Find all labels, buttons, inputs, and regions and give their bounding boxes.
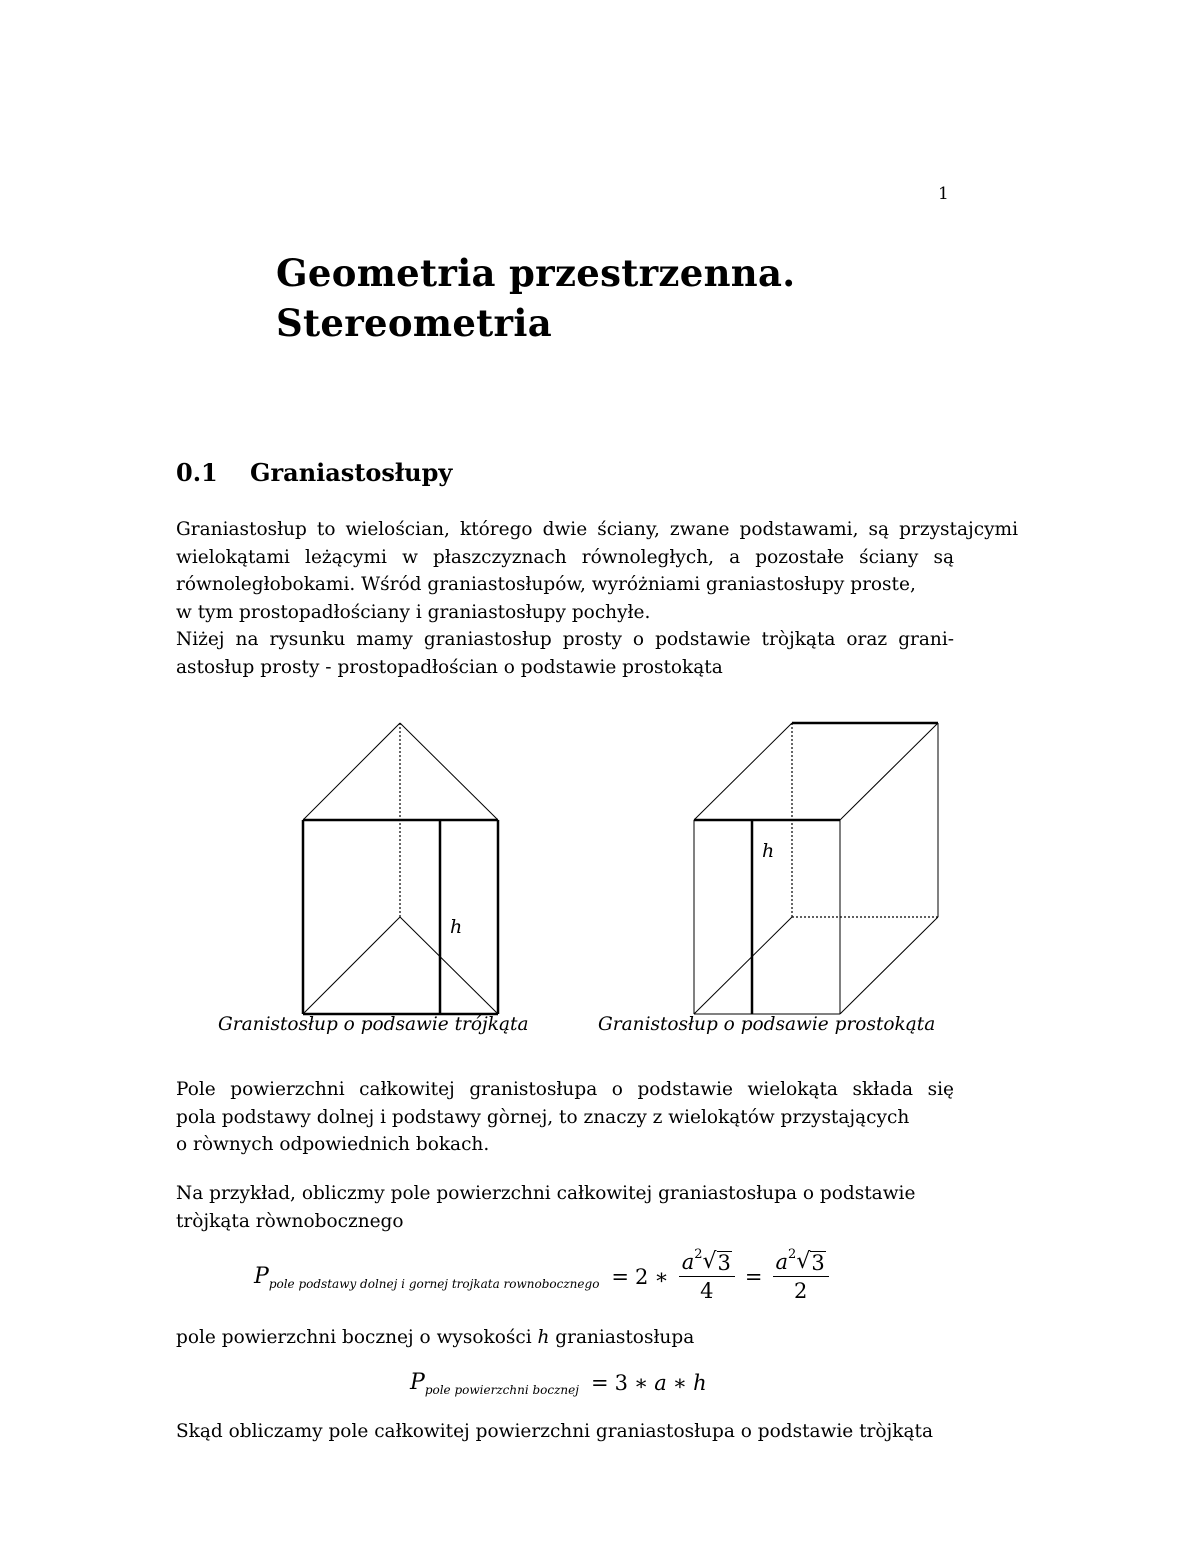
formula-equals: =	[611, 1264, 630, 1289]
cub-bottom-right	[840, 917, 938, 1014]
tri-hidden-right	[400, 917, 498, 1014]
formula-coefficient: 3	[614, 1370, 628, 1395]
formula-subscript: pole podstawy dolnej i gornej trojkata rownobocznego	[268, 1276, 600, 1291]
example-line: Na przykład, obliczmy pole powierzchni całkowitej graniastosłupa o podstawie	[176, 1183, 916, 1204]
surface-area-line: pola podstawy dolnej i podstawy gòrnej, to znaczy z wielokątów przystających	[176, 1106, 910, 1128]
lateral-var-h: h	[537, 1327, 550, 1348]
formula-times-2: ∗	[672, 1370, 688, 1395]
cub-top-left	[694, 723, 792, 820]
surface-area-paragraph	[176, 1076, 954, 1159]
radicand: 3	[717, 1250, 731, 1275]
example-paragraph	[176, 1180, 954, 1235]
caption-triangular-prism: Granistosłup o podsawie trójkąta	[218, 1014, 529, 1035]
intro-line: w tym prostopadłościany i graniastosłupy pochyłe.	[176, 601, 651, 623]
formula-times: ∗	[633, 1370, 649, 1395]
var-h: h	[693, 1370, 707, 1395]
var-a: a	[775, 1250, 789, 1274]
height-label-right: h	[762, 840, 775, 862]
lateral-area-paragraph	[176, 1324, 1018, 1352]
triangular-prism-figure	[303, 723, 498, 1014]
height-label-left: h	[450, 916, 463, 938]
caption-cuboid: Granistosłup o podsawie prostokąta	[598, 1014, 936, 1035]
formula-lateral-area	[410, 1370, 707, 1395]
lateral-text-before: pole powierzchni bocznej o wysokości	[176, 1327, 538, 1348]
section-number: 0.1	[176, 458, 218, 487]
radical-sign: √	[702, 1248, 717, 1274]
square-root	[796, 1248, 825, 1275]
final-paragraph	[176, 1418, 1018, 1446]
fraction-half	[773, 1246, 829, 1303]
exponent: 2	[694, 1246, 703, 1262]
radicand: 3	[811, 1250, 825, 1275]
formula-base-area	[254, 1246, 833, 1303]
fraction-denominator: 4	[700, 1279, 714, 1303]
fraction-denominator: 2	[793, 1279, 808, 1303]
formula-equals-2: =	[744, 1264, 763, 1289]
intro-line: Niżej na rysunku mamy graniastosłup prosty o podstawie tròjkąta oraz grani-	[176, 629, 954, 650]
lateral-text-after: graniastosłupa	[549, 1327, 695, 1348]
radical-sign: √	[796, 1248, 811, 1274]
tri-apex-left	[303, 723, 400, 820]
final-line: Skąd obliczamy pole całkowitej powierzchni graniastosłupa o podstawie tròjkąta	[176, 1421, 933, 1442]
surface-area-line: o ròwnych odpowiednich bokach.	[176, 1134, 490, 1155]
chapter-title-line-2: Stereometria	[276, 301, 552, 345]
intro-line: wielokątami leżącymi w płaszczyznach równoległych, a pozostałe ściany są	[176, 546, 954, 568]
formula-subscript: pole powierzchni bocznej	[424, 1382, 579, 1397]
cuboid-figure	[694, 723, 938, 1014]
fraction-numerator	[773, 1246, 829, 1277]
fraction-numerator	[679, 1246, 735, 1277]
formula-times: ∗	[654, 1264, 669, 1289]
formula-equals: =	[590, 1370, 609, 1395]
fraction-quarter	[679, 1246, 735, 1303]
chapter-title-line-1: Geometria przestrzenna.	[276, 251, 796, 295]
intro-line: równoległobokami. Wśród graniastosłupów, wyróżniami graniastosłupy proste,	[176, 574, 916, 595]
formula-symbol: P	[410, 1370, 425, 1395]
intro-line: astosłup prosty - prostopadłościan o podstawie prostokąta	[176, 656, 723, 678]
var-a: a	[681, 1250, 695, 1274]
formula-coefficient: 2	[635, 1264, 649, 1289]
example-line: tròjkąta ròwnobocznego	[176, 1210, 404, 1232]
page-number: 1	[938, 184, 949, 204]
exponent: 2	[788, 1246, 797, 1262]
cub-top-right	[840, 723, 938, 820]
cub-hidden-diagonal	[694, 917, 792, 1014]
formula-symbol: P	[254, 1264, 269, 1289]
intro-line: Graniastosłup to wielościan, którego dwie ściany, zwane podstawami, są przystajcymi	[176, 519, 1018, 540]
surface-area-line: Pole powierzchni całkowitej granistosłupa o podstawie wielokąta składa się	[176, 1079, 954, 1100]
square-root	[702, 1248, 732, 1275]
section-title: Graniastosłupy	[250, 458, 453, 487]
var-a: a	[654, 1370, 667, 1395]
tri-hidden-left	[303, 917, 400, 1014]
tri-apex-right	[400, 723, 498, 820]
lateral-area-line	[176, 1324, 1018, 1352]
